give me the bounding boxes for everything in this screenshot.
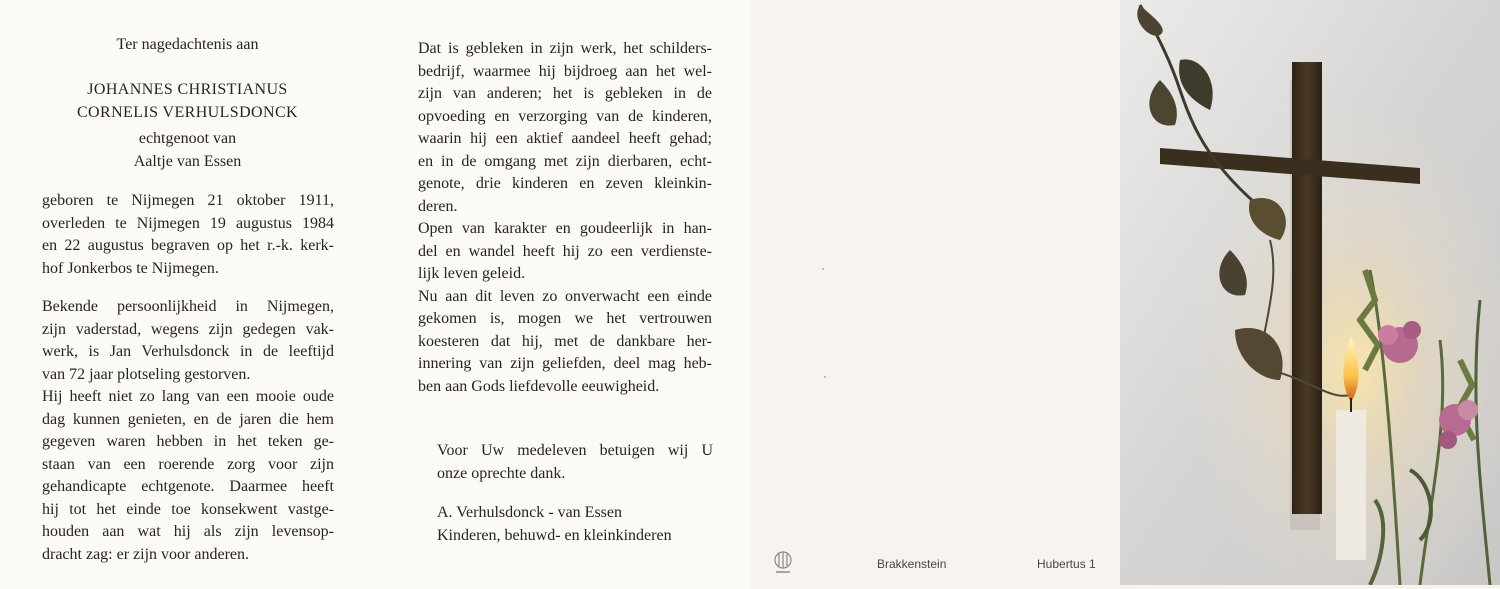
signatory-name: A. Verhulsdonck - van Essen xyxy=(437,504,623,521)
speck xyxy=(824,376,826,378)
name-line-1: JOHANNES CHRISTIANUS xyxy=(87,81,288,98)
text-line: Nu aan dit leven zo onverwacht een einde xyxy=(418,287,712,305)
publisher-logo-icon xyxy=(772,550,794,581)
text-line: waarin hij een aktief aandeel heeft gehad; xyxy=(418,130,712,147)
text-line: koesteren dat hij, met de dankbare her- xyxy=(418,332,712,350)
text-line: en 22 augustus begraven op het r.-k. kerk- xyxy=(42,237,334,254)
text-line: lijk leven geleid. xyxy=(418,265,526,282)
text-line: gekomen is, mogen we het vertrouwen xyxy=(418,310,712,327)
tribute-paragraph xyxy=(418,38,712,398)
spouse-name: Aaltje van Essen xyxy=(133,153,242,170)
signature-block xyxy=(437,502,713,547)
biography-paragraph xyxy=(42,296,334,566)
text-line: dag kunnen genieten, en de jaren die hem xyxy=(42,410,334,428)
deceased-name xyxy=(40,78,335,124)
name-line-2: CORNELIS VERHULSDONCK xyxy=(76,104,298,121)
thanks-paragraph xyxy=(437,440,713,485)
text-line: zijn vaderstad, wegens zijn gedegen vak- xyxy=(42,320,334,338)
text-line: hij tot het einde toe konsekwent vastge- xyxy=(42,500,334,518)
text-line: genote, drie kinderen en zeven kleinkin- xyxy=(418,175,712,192)
text-line: van 72 jaar plotseling gestorven. xyxy=(42,365,251,383)
text-line: Dat is gebleken in zijn werk, het schilders- xyxy=(418,40,712,57)
text-line: innering van zijn geliefden, deel mag heb- xyxy=(418,355,712,372)
text-line: overleden te Nijmegen 19 augustus 1984 xyxy=(42,214,334,232)
text-line: dracht zag: er zijn voor anderen. xyxy=(42,545,250,563)
text-line: werk, is Jan Verhulsdonck in de leeftijd xyxy=(42,343,334,360)
text-line: opvoeding en verzorging van de kinderen, xyxy=(418,107,712,125)
signatory-family: Kinderen, behuwd- en kleinkinderen xyxy=(437,526,672,544)
text-line: zijn van anderen; het is gebleken in de xyxy=(418,85,712,102)
text-line: Voor Uw medeleven betuigen wij U xyxy=(437,442,713,459)
text-line: staan van een roerende zorg voor zijn xyxy=(42,455,334,473)
text-line: houden aan wat hij als zijn levensop- xyxy=(42,523,334,540)
text-line: gegeven waren hebben in het teken ge- xyxy=(42,433,334,450)
text-line: onze oprechte dank. xyxy=(437,464,566,482)
text-line: Hij heeft niet zo lang van een mooie oude xyxy=(42,388,334,405)
text-line: Open van karakter en goudeerlijk in han- xyxy=(418,220,712,237)
text-line: ben aan Gods liefdevolle eeuwigheid. xyxy=(418,377,660,395)
text-line: deren. xyxy=(418,197,458,215)
birth-paragraph xyxy=(42,190,334,280)
text-line: en in de omgang met zijn dierbaren, echt- xyxy=(418,152,712,170)
text-line: bedrijf, waarmee hij bijdroeg aan het wel- xyxy=(418,62,712,80)
text-line: hof Jonkerbos te Nijmegen. xyxy=(42,259,219,277)
text-line: del en wandel heeft hij zo een verdienste- xyxy=(418,242,712,260)
speck xyxy=(822,268,824,270)
text-line: gehandicapte echtgenote. Daarmee heeft xyxy=(42,478,334,495)
text-line: Bekende persoonlijkheid in Nijmegen, xyxy=(42,298,334,315)
publisher-name: Brakkenstein xyxy=(877,557,947,571)
intro-text: Ter nagedachtenis aan xyxy=(116,36,259,53)
cross-with-candle-photo xyxy=(1120,0,1500,585)
text-line: geboren te Nijmegen 21 oktober 1911, xyxy=(42,192,334,209)
spouse-label: echtgenoot van xyxy=(138,130,237,147)
series-number: Hubertus 1 xyxy=(1037,557,1096,571)
